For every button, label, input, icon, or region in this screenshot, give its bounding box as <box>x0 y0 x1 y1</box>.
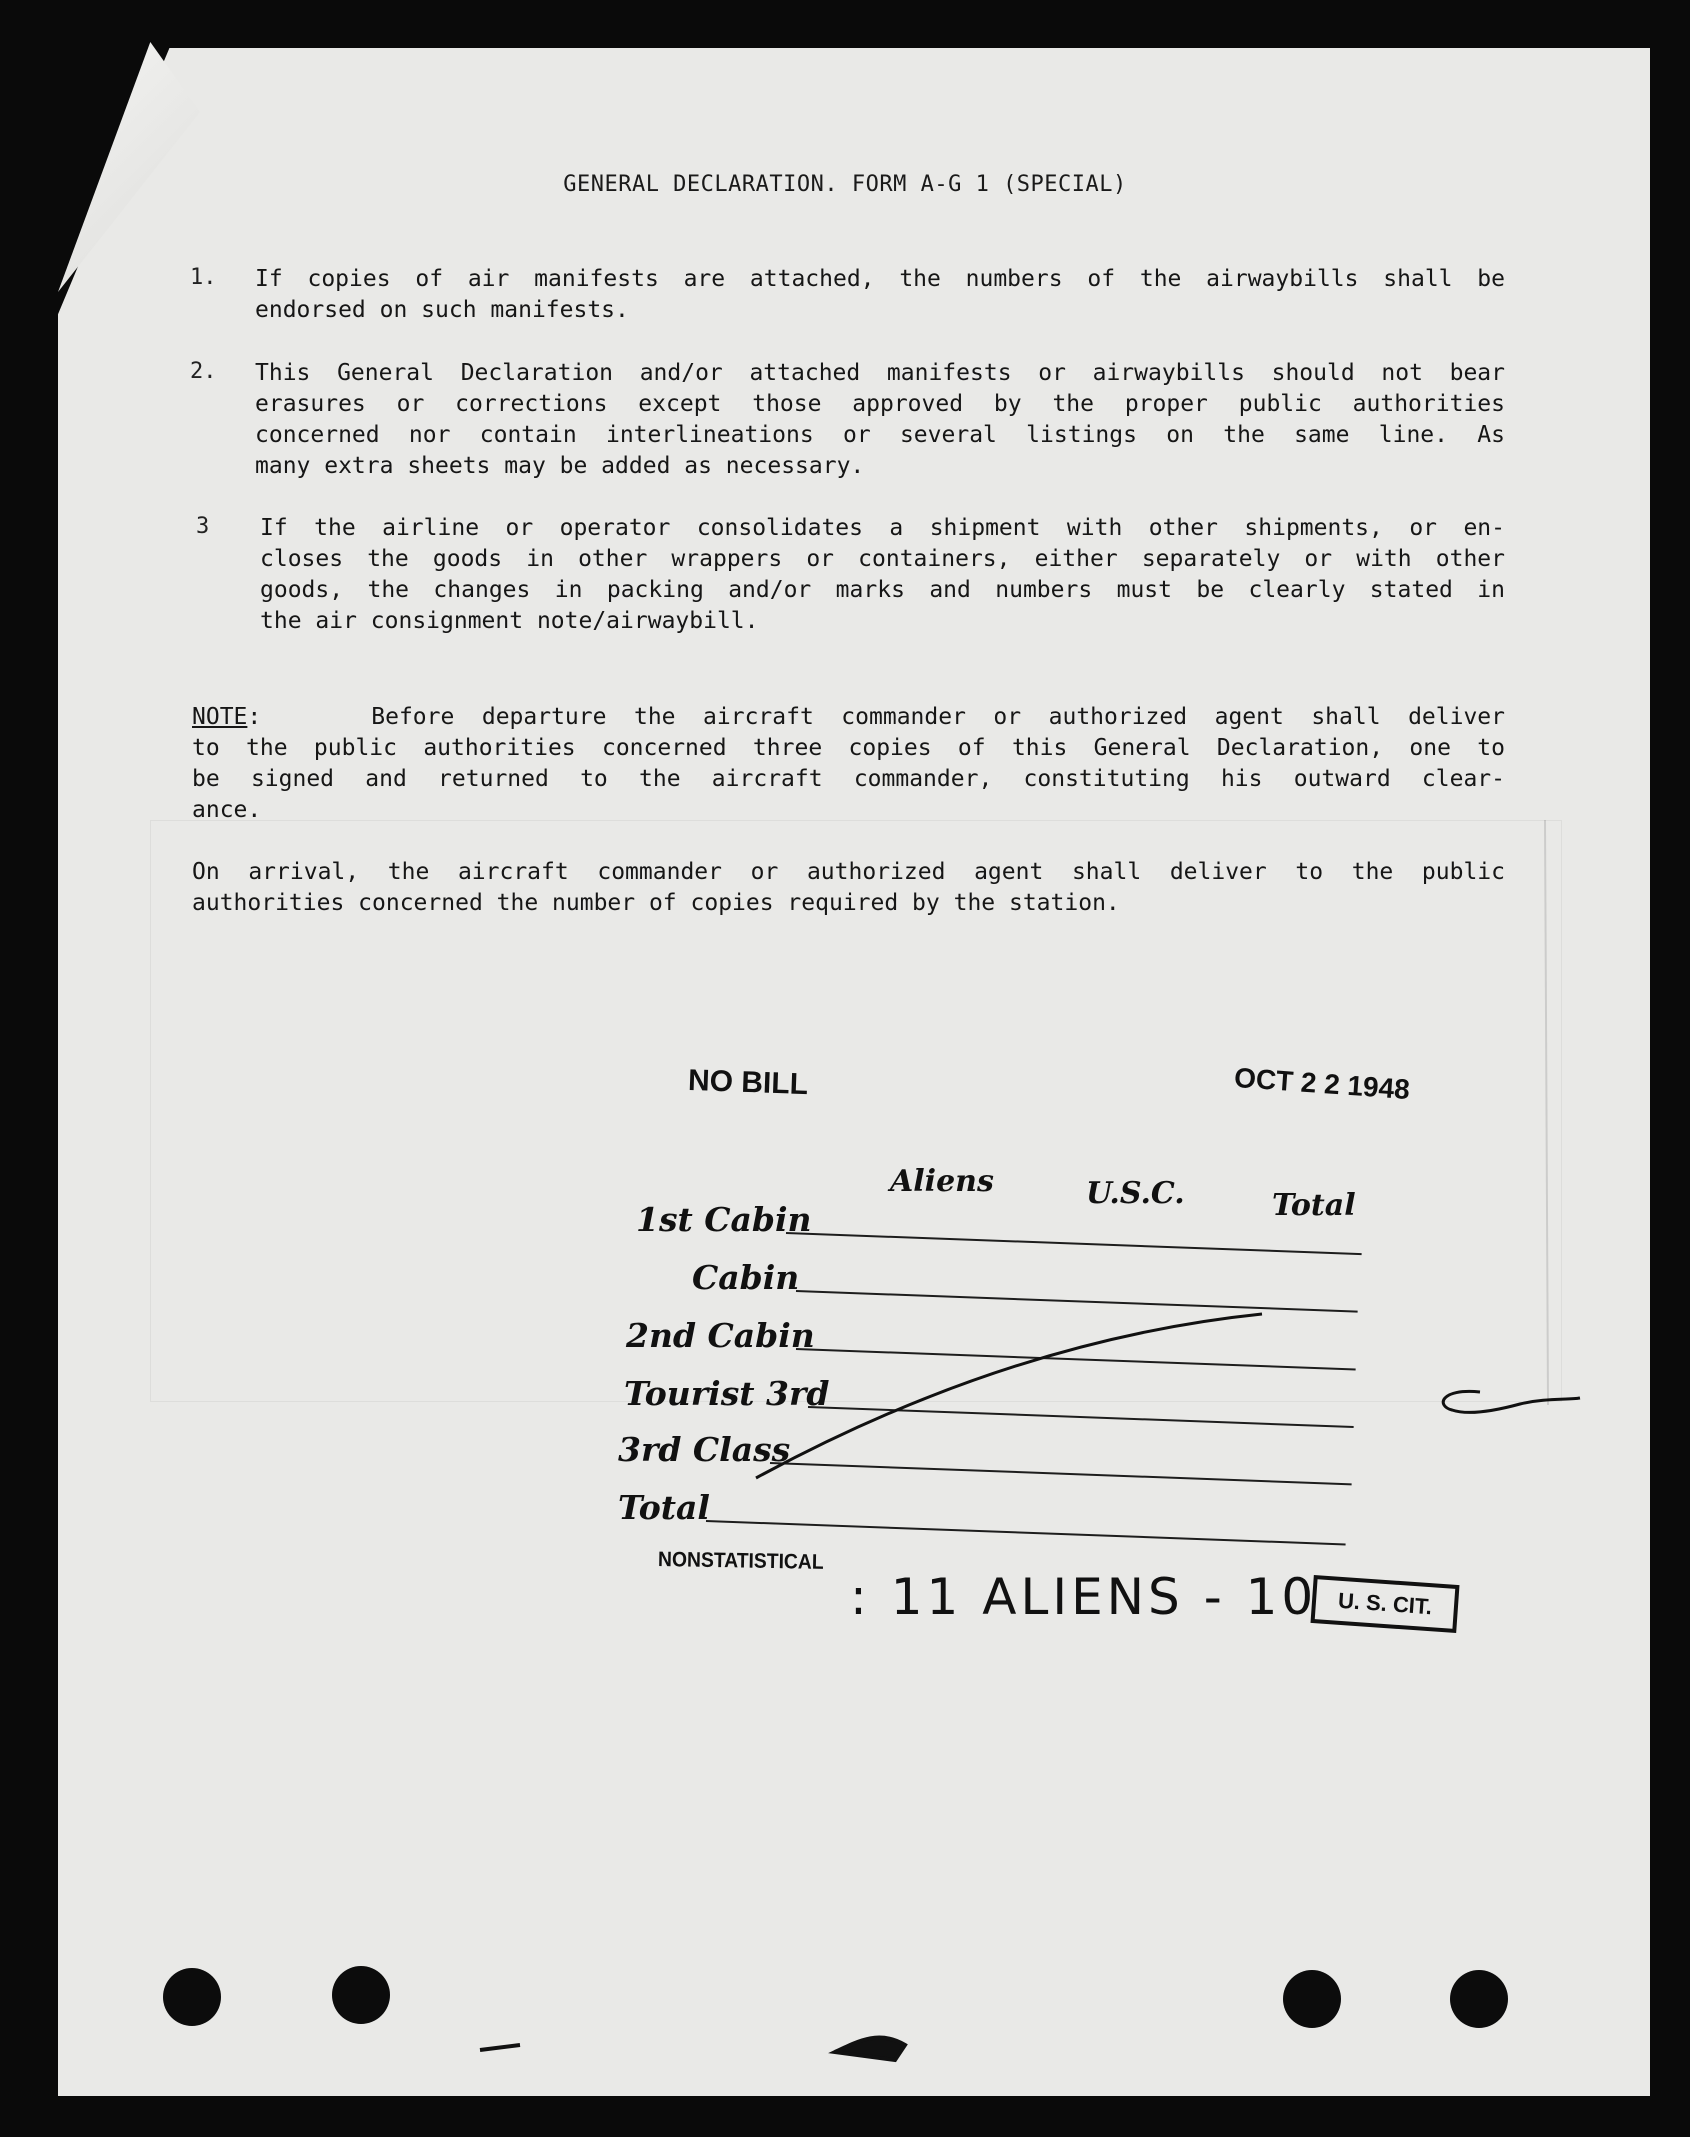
column-usc: U.S.C. <box>1086 1176 1185 1211</box>
note-line: to the public authorities concerned three copies of this General Declaration, one to <box>192 735 1505 761</box>
nonstatistical-stamp: NONSTATISTICAL <box>657 1548 824 1574</box>
row-2nd-cabin: 2nd Cabin <box>626 1316 815 1355</box>
note-colon: : <box>247 704 262 730</box>
row-cabin: Cabin <box>692 1258 800 1297</box>
item-2-line: This General Declaration and/or attached manifests or airwaybills should not bear <box>255 360 1505 386</box>
pen-squiggle <box>1443 1391 1580 1412</box>
item-1-line: endorsed on such manifests. <box>255 297 629 323</box>
column-total: Total <box>1272 1188 1356 1223</box>
ink-blot <box>480 2037 905 2060</box>
item-3-line: goods, the changes in packing and/or marks and numbers must be clearly stated in <box>260 577 1505 603</box>
item-3-line: If the airline or operator consolidates a shipment with other shipments, or en- <box>260 515 1505 541</box>
punch-hole <box>163 1968 221 2026</box>
item-1-line: If copies of air manifests are attached, the numbers of the airwaybills shall be <box>255 266 1505 292</box>
us-cit-stamp: U. S. CIT. <box>1311 1575 1460 1633</box>
item-2-line: many extra sheets may be added as necessary. <box>255 453 865 479</box>
punch-hole <box>1283 1970 1341 2028</box>
note-line: ance. <box>192 797 262 823</box>
faint-edge-line <box>1545 820 1548 1405</box>
punch-hole <box>1450 1970 1508 2028</box>
pen-strike-line <box>756 1314 1262 1478</box>
row-3rd-class: 3rd Class <box>618 1430 791 1469</box>
note-line: be signed and returned to the aircraft commander, constituting his outward clear- <box>192 766 1505 792</box>
row-1st-cabin: 1st Cabin <box>636 1200 812 1239</box>
handwritten-aliens-note: : 11 ALIENS - 10 <box>850 1568 1318 1626</box>
item-number-3: 3 <box>196 514 210 539</box>
item-3-line: the air consignment note/airwaybill. <box>260 608 759 634</box>
row-tourist-3rd: Tourist 3rd <box>624 1374 830 1413</box>
note-line: Before departure the aircraft commander or authorized agent shall deliver <box>371 704 1506 730</box>
note-label: NOTE <box>192 704 248 730</box>
item-3-line: closes the goods in other wrappers or containers, either separately or with other <box>260 546 1505 572</box>
item-2-line: erasures or corrections except those approved by the proper public authorities <box>255 391 1505 417</box>
document-title: GENERAL DECLARATION. FORM A-G 1 (SPECIAL) <box>563 172 1127 197</box>
date-stamp: OCT 2 2 1948 <box>1233 1061 1411 1106</box>
item-number-2: 2. <box>190 359 217 384</box>
column-aliens: Aliens <box>890 1164 994 1199</box>
punch-hole <box>332 1966 390 2024</box>
arrival-line: On arrival, the aircraft commander or authorized agent shall deliver to the public <box>192 859 1505 885</box>
item-2-line: concerned nor contain interlineations or several listings on the same line. As <box>255 422 1505 448</box>
arrival-line: authorities concerned the number of copies required by the station. <box>192 890 1120 916</box>
no-bill-stamp: NO BILL <box>687 1063 809 1102</box>
item-number-1: 1. <box>190 265 217 290</box>
row-total: Total <box>618 1488 710 1527</box>
